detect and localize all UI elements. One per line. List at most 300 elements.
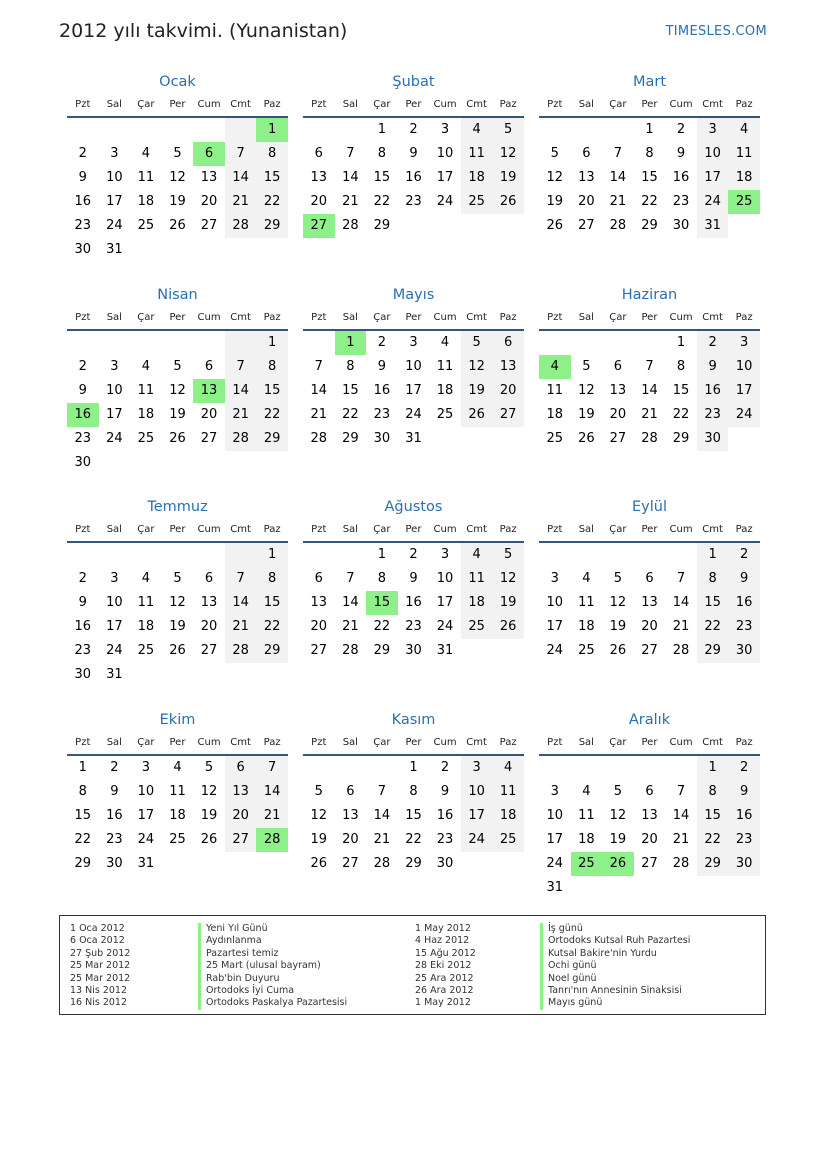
day-cell: 14 bbox=[373, 808, 391, 823]
day-cell: 8 bbox=[697, 780, 729, 804]
day-cell: 5 bbox=[173, 571, 182, 586]
empty-cell bbox=[571, 543, 603, 567]
day-cell: 10 bbox=[436, 571, 454, 586]
empty-cell bbox=[225, 663, 257, 687]
day-cell: 20 bbox=[310, 619, 328, 634]
day-cell: 2 bbox=[78, 146, 87, 161]
day-cell: 3 bbox=[461, 756, 493, 780]
day-cell: 17 bbox=[546, 619, 564, 634]
day-cell: 21 bbox=[225, 403, 257, 427]
empty-cell bbox=[461, 852, 493, 876]
empty-cell bbox=[193, 238, 225, 262]
day-cell: 22 bbox=[672, 407, 690, 422]
weekday-label: Pzt bbox=[547, 737, 563, 748]
day-cell: 11 bbox=[546, 383, 564, 398]
day-cell: 13 bbox=[609, 383, 627, 398]
week-row bbox=[67, 615, 288, 639]
empty-cell bbox=[429, 427, 461, 451]
day-cell: 20 bbox=[492, 379, 524, 403]
empty-cell bbox=[398, 214, 430, 238]
day-cell: 23 bbox=[697, 403, 729, 427]
empty-cell bbox=[225, 331, 257, 355]
empty-cell bbox=[225, 118, 257, 142]
empty-cell bbox=[429, 214, 461, 238]
weekday-label: Pzt bbox=[311, 312, 327, 323]
day-cell: 9 bbox=[377, 359, 387, 374]
day-cell: 22 bbox=[405, 832, 422, 847]
empty-cell bbox=[99, 451, 131, 475]
legend-date: 6 Oca 2012 bbox=[70, 935, 125, 947]
weekday-header bbox=[539, 732, 760, 756]
day-cell: 19 bbox=[169, 407, 186, 422]
empty-cell bbox=[602, 118, 634, 142]
day-cell: 24 bbox=[436, 194, 454, 209]
day-cell: 20 bbox=[609, 407, 627, 422]
day-cell: 21 bbox=[310, 407, 328, 422]
weekday-label: Paz bbox=[735, 99, 753, 110]
day-cell: 4 bbox=[173, 760, 182, 775]
week-row bbox=[67, 355, 288, 379]
day-cell: 25 bbox=[461, 615, 493, 639]
day-cell: 1 bbox=[377, 122, 387, 137]
day-cell: 12 bbox=[461, 355, 493, 379]
weekday-label: Paz bbox=[263, 737, 281, 748]
day-cell: 31 bbox=[546, 880, 564, 895]
empty-cell bbox=[461, 214, 493, 238]
legend-holiday-name: Aydınlanma bbox=[198, 935, 347, 947]
day-cell: 16 bbox=[436, 808, 454, 823]
day-cell: 3 bbox=[728, 331, 760, 355]
day-cell: 5 bbox=[613, 571, 623, 586]
day-cell: 16 bbox=[697, 379, 729, 403]
week-row bbox=[539, 615, 760, 639]
day-cell: 26 bbox=[200, 832, 218, 847]
day-cell: 17 bbox=[728, 379, 760, 403]
day-cell: 30 bbox=[74, 667, 92, 682]
day-cell: 19 bbox=[200, 808, 218, 823]
day-cell: 8 bbox=[697, 567, 729, 591]
month-block bbox=[539, 497, 760, 663]
day-cell: 1 bbox=[377, 547, 387, 562]
day-cell: 17 bbox=[436, 595, 454, 610]
day-cell: 14 bbox=[225, 591, 257, 615]
month-name: Ekim bbox=[159, 712, 196, 728]
week-row bbox=[539, 166, 760, 190]
weekday-header bbox=[303, 732, 524, 756]
empty-cell bbox=[162, 451, 194, 475]
empty-cell bbox=[634, 756, 666, 780]
week-row bbox=[539, 427, 760, 451]
day-cell: 19 bbox=[609, 832, 627, 847]
day-cell: 29 bbox=[405, 856, 422, 871]
day-cell: 25 bbox=[546, 431, 564, 446]
day-cell: 4 bbox=[582, 784, 591, 799]
day-cell: 16 bbox=[74, 194, 92, 209]
day-cell: 7 bbox=[377, 784, 387, 799]
week-row bbox=[303, 780, 524, 804]
day-cell: 18 bbox=[461, 166, 493, 190]
week-row bbox=[67, 804, 288, 828]
empty-cell bbox=[67, 543, 99, 567]
weekday-label: Çar bbox=[137, 737, 155, 748]
month-block bbox=[539, 710, 760, 900]
day-cell: 15 bbox=[697, 591, 729, 615]
day-cell: 10 bbox=[106, 383, 123, 398]
day-cell: 12 bbox=[169, 595, 186, 610]
day-cell: 21 bbox=[641, 407, 658, 422]
weekday-label: Paz bbox=[735, 524, 753, 535]
empty-cell bbox=[571, 876, 603, 900]
weekday-label: Pzt bbox=[311, 99, 327, 110]
weekday-label: Cum bbox=[669, 524, 693, 535]
site-link[interactable]: TIMESLES.COM bbox=[665, 24, 767, 39]
day-cell: 18 bbox=[546, 407, 564, 422]
day-cell: 22 bbox=[342, 407, 359, 422]
day-cell: 1 bbox=[78, 760, 87, 775]
day-cell: 20 bbox=[200, 619, 218, 634]
day-cell: 13 bbox=[225, 780, 257, 804]
day-cell: 12 bbox=[169, 383, 186, 398]
empty-cell bbox=[634, 543, 666, 567]
empty-cell bbox=[539, 756, 571, 780]
day-cell: 25 bbox=[461, 190, 493, 214]
day-cell: 22 bbox=[373, 619, 391, 634]
day-cell: 4 bbox=[141, 146, 151, 161]
week-row bbox=[539, 591, 760, 615]
month-name: Haziran bbox=[621, 287, 678, 303]
day-cell: 2 bbox=[110, 760, 119, 775]
weekday-label: Per bbox=[169, 99, 186, 110]
weekday-label: Çar bbox=[609, 312, 627, 323]
empty-cell bbox=[602, 876, 634, 900]
weekday-label: Paz bbox=[499, 99, 517, 110]
day-cell: 17 bbox=[106, 619, 123, 634]
weekday-label: Cmt bbox=[466, 524, 487, 535]
week-row bbox=[67, 214, 288, 238]
weekday-label: Per bbox=[169, 524, 186, 535]
weekday-header bbox=[539, 307, 760, 331]
weekday-label: Cum bbox=[197, 99, 221, 110]
day-cell: 12 bbox=[546, 170, 564, 185]
day-cell: 10 bbox=[405, 359, 422, 374]
empty-cell bbox=[728, 876, 760, 900]
empty-cell bbox=[602, 756, 634, 780]
day-cell: 25 bbox=[571, 852, 603, 876]
week-row bbox=[539, 331, 760, 355]
legend-holiday-name: Rab'bin Duyuru bbox=[198, 973, 347, 985]
day-cell: 8 bbox=[676, 359, 686, 374]
day-cell: 10 bbox=[697, 142, 729, 166]
day-cell: 18 bbox=[436, 383, 454, 398]
day-cell: 7 bbox=[346, 146, 355, 161]
day-cell: 11 bbox=[461, 142, 493, 166]
day-cell: 19 bbox=[609, 619, 627, 634]
day-cell: 26 bbox=[546, 218, 564, 233]
day-cell: 6 bbox=[492, 331, 524, 355]
day-cell: 9 bbox=[676, 146, 686, 161]
day-cell: 5 bbox=[173, 146, 182, 161]
day-cell: 30 bbox=[436, 856, 454, 871]
day-cell: 8 bbox=[377, 146, 387, 161]
empty-cell bbox=[602, 543, 634, 567]
weekday-label: Pzt bbox=[75, 99, 91, 110]
empty-cell bbox=[162, 238, 194, 262]
empty-cell bbox=[162, 852, 194, 876]
day-cell: 29 bbox=[342, 431, 359, 446]
week-row bbox=[539, 852, 760, 876]
empty-cell bbox=[130, 118, 162, 142]
month-name: Aralık bbox=[628, 712, 671, 728]
day-cell: 24 bbox=[728, 403, 760, 427]
day-cell: 18 bbox=[137, 619, 155, 634]
day-cell: 17 bbox=[697, 166, 729, 190]
week-row bbox=[67, 379, 288, 403]
day-cell: 30 bbox=[74, 455, 92, 470]
week-row bbox=[539, 828, 760, 852]
legend-holiday-name: İş günü bbox=[540, 923, 690, 935]
day-cell: 12 bbox=[492, 567, 524, 591]
day-cell: 2 bbox=[697, 331, 729, 355]
legend-holiday-name: Ortodoks Paskalya Pazartesisi bbox=[198, 997, 347, 1009]
day-cell: 31 bbox=[106, 667, 123, 682]
legend-date: 1 May 2012 bbox=[415, 997, 471, 1009]
day-cell: 9 bbox=[78, 383, 87, 398]
day-cell: 9 bbox=[78, 595, 87, 610]
weekday-label: Cmt bbox=[230, 737, 251, 748]
empty-cell bbox=[492, 214, 524, 238]
empty-cell bbox=[193, 118, 225, 142]
day-cell: 29 bbox=[373, 643, 391, 658]
week-row bbox=[539, 190, 760, 214]
day-cell: 15 bbox=[256, 166, 288, 190]
day-cell: 6 bbox=[225, 756, 257, 780]
empty-cell bbox=[492, 639, 524, 663]
day-cell: 25 bbox=[436, 407, 454, 422]
day-cell: 10 bbox=[106, 170, 123, 185]
empty-cell bbox=[99, 331, 131, 355]
day-cell: 4 bbox=[728, 118, 760, 142]
empty-cell bbox=[634, 876, 666, 900]
day-cell: 13 bbox=[578, 170, 595, 185]
day-cell: 26 bbox=[310, 856, 328, 871]
week-row bbox=[67, 427, 288, 451]
day-cell: 19 bbox=[578, 407, 595, 422]
day-cell: 24 bbox=[106, 431, 123, 446]
day-cell: 20 bbox=[200, 194, 218, 209]
day-cell: 30 bbox=[106, 856, 123, 871]
empty-cell bbox=[303, 331, 335, 355]
day-cell: 29 bbox=[256, 214, 288, 238]
legend-holiday-name: Noel günü bbox=[540, 973, 690, 985]
weekday-label: Cmt bbox=[702, 524, 723, 535]
day-cell: 28 bbox=[373, 856, 391, 871]
day-cell: 19 bbox=[546, 194, 564, 209]
day-cell: 8 bbox=[346, 359, 355, 374]
empty-cell bbox=[571, 118, 603, 142]
weekday-label: Per bbox=[641, 99, 658, 110]
weekday-label: Çar bbox=[137, 99, 155, 110]
weekday-label: Cmt bbox=[230, 99, 251, 110]
weekday-label: Pzt bbox=[75, 524, 91, 535]
empty-cell bbox=[539, 543, 571, 567]
weekday-label: Sal bbox=[342, 524, 358, 535]
empty-cell bbox=[335, 756, 367, 780]
week-row bbox=[303, 804, 524, 828]
day-cell: 20 bbox=[200, 407, 218, 422]
day-cell: 25 bbox=[137, 643, 155, 658]
day-cell: 22 bbox=[74, 832, 92, 847]
day-cell: 10 bbox=[436, 146, 454, 161]
day-cell: 6 bbox=[582, 146, 591, 161]
week-row bbox=[67, 780, 288, 804]
day-cell: 21 bbox=[342, 194, 359, 209]
day-cell: 20 bbox=[578, 194, 595, 209]
day-cell: 31 bbox=[405, 431, 422, 446]
day-cell: 30 bbox=[697, 427, 729, 451]
empty-cell bbox=[130, 451, 162, 475]
weekday-header bbox=[67, 732, 288, 756]
day-cell: 11 bbox=[436, 359, 454, 374]
day-cell: 3 bbox=[141, 760, 151, 775]
day-cell: 20 bbox=[641, 832, 658, 847]
month-block bbox=[303, 710, 524, 876]
day-cell: 26 bbox=[578, 431, 595, 446]
month-block bbox=[67, 72, 288, 262]
weekday-label: Paz bbox=[263, 312, 281, 323]
day-cell: 6 bbox=[204, 359, 214, 374]
day-cell: 20 bbox=[342, 832, 359, 847]
weekday-label: Pzt bbox=[547, 99, 563, 110]
empty-cell bbox=[303, 543, 335, 567]
day-cell: 9 bbox=[697, 355, 729, 379]
weekday-label: Çar bbox=[609, 524, 627, 535]
legend-holiday-name: 25 Mart (ulusal bayram) bbox=[198, 960, 347, 972]
weekday-label: Cmt bbox=[466, 312, 487, 323]
day-cell: 15 bbox=[256, 379, 288, 403]
day-cell: 18 bbox=[461, 591, 493, 615]
day-cell: 22 bbox=[697, 828, 729, 852]
day-cell: 26 bbox=[169, 431, 186, 446]
day-cell: 23 bbox=[405, 619, 422, 634]
day-cell: 18 bbox=[137, 194, 155, 209]
day-cell: 20 bbox=[310, 194, 328, 209]
day-cell: 11 bbox=[728, 142, 760, 166]
day-cell: 14 bbox=[225, 379, 257, 403]
day-cell: 10 bbox=[546, 595, 564, 610]
day-cell: 2 bbox=[409, 122, 418, 137]
day-cell: 3 bbox=[550, 571, 559, 586]
day-cell: 18 bbox=[169, 808, 186, 823]
day-cell: 9 bbox=[728, 567, 760, 591]
empty-cell bbox=[99, 118, 131, 142]
day-cell: 25 bbox=[492, 828, 524, 852]
day-cell: 23 bbox=[74, 431, 92, 446]
week-row bbox=[67, 663, 288, 687]
day-cell: 16 bbox=[106, 808, 123, 823]
week-row bbox=[539, 567, 760, 591]
day-cell: 2 bbox=[440, 760, 450, 775]
weekday-header bbox=[303, 307, 524, 331]
empty-cell bbox=[162, 118, 194, 142]
weekday-label: Sal bbox=[106, 737, 122, 748]
day-cell: 29 bbox=[672, 431, 690, 446]
week-row bbox=[539, 142, 760, 166]
day-cell: 8 bbox=[377, 571, 387, 586]
day-cell: 11 bbox=[461, 567, 493, 591]
day-cell: 10 bbox=[137, 784, 155, 799]
day-cell: 30 bbox=[373, 431, 391, 446]
day-cell: 13 bbox=[310, 170, 328, 185]
day-cell: 9 bbox=[110, 784, 119, 799]
weekday-label: Cum bbox=[669, 737, 693, 748]
day-cell: 19 bbox=[492, 591, 524, 615]
day-cell: 13 bbox=[200, 170, 218, 185]
weekday-label: Per bbox=[641, 312, 658, 323]
day-cell: 26 bbox=[169, 218, 186, 233]
day-cell: 2 bbox=[409, 547, 418, 562]
day-cell: 7 bbox=[613, 146, 623, 161]
day-cell: 28 bbox=[342, 643, 359, 658]
day-cell: 21 bbox=[225, 615, 257, 639]
weekday-label: Cmt bbox=[466, 737, 487, 748]
empty-cell bbox=[225, 238, 257, 262]
week-row bbox=[539, 118, 760, 142]
day-cell: 22 bbox=[256, 190, 288, 214]
week-row bbox=[303, 214, 524, 238]
day-cell: 4 bbox=[141, 359, 151, 374]
day-cell: 31 bbox=[106, 242, 123, 257]
day-cell: 11 bbox=[578, 595, 595, 610]
day-cell: 1 bbox=[256, 543, 288, 567]
day-cell: 29 bbox=[697, 639, 729, 663]
week-row bbox=[303, 828, 524, 852]
weekday-label: Sal bbox=[342, 312, 358, 323]
weekday-header bbox=[539, 519, 760, 543]
legend-date: 26 Ara 2012 bbox=[415, 984, 474, 996]
day-cell: 19 bbox=[169, 194, 186, 209]
day-cell: 23 bbox=[405, 194, 422, 209]
day-cell: 10 bbox=[461, 780, 493, 804]
day-cell: 27 bbox=[641, 856, 658, 871]
day-cell: 21 bbox=[672, 832, 690, 847]
day-cell: 16 bbox=[728, 804, 760, 828]
week-row bbox=[539, 639, 760, 663]
day-cell: 12 bbox=[609, 595, 627, 610]
legend-date: 13 Nis 2012 bbox=[70, 984, 127, 996]
day-cell: 4 bbox=[141, 571, 151, 586]
empty-cell bbox=[492, 852, 524, 876]
week-row bbox=[67, 190, 288, 214]
day-cell: 2 bbox=[676, 122, 686, 137]
day-cell: 15 bbox=[373, 170, 391, 185]
day-cell: 3 bbox=[550, 784, 559, 799]
week-row bbox=[539, 804, 760, 828]
day-cell: 10 bbox=[728, 355, 760, 379]
day-cell: 28 bbox=[641, 431, 658, 446]
week-row bbox=[539, 876, 760, 900]
day-cell: 3 bbox=[440, 547, 450, 562]
week-row bbox=[303, 639, 524, 663]
week-row bbox=[67, 756, 288, 780]
day-cell: 21 bbox=[256, 804, 288, 828]
day-cell: 14 bbox=[225, 166, 257, 190]
day-cell: 17 bbox=[405, 383, 422, 398]
day-cell: 15 bbox=[641, 170, 658, 185]
day-cell: 30 bbox=[405, 643, 422, 658]
empty-cell bbox=[461, 427, 493, 451]
day-cell: 5 bbox=[613, 784, 623, 799]
day-cell: 18 bbox=[492, 804, 524, 828]
